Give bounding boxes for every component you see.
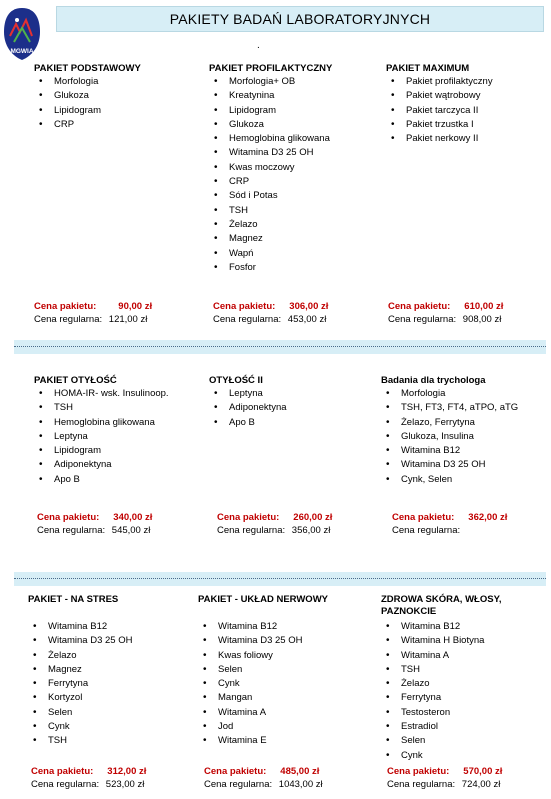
list-item: • TSH, FT3, FT4, aTPO, aTG — [381, 401, 518, 415]
price-label: Cena pakietu: — [387, 766, 450, 777]
regular-value: 545,00 zł — [111, 525, 151, 536]
list-item: • Witamina B12 — [28, 620, 132, 634]
list-item: • TSH — [381, 663, 531, 677]
list-item: • Fosfor — [209, 261, 332, 275]
list-item: • Glukoza — [209, 118, 332, 132]
package-heading: PAKIET - UKŁAD NERWOWY — [198, 594, 329, 605]
price-label: Cena pakietu: — [213, 301, 276, 312]
package-items — [34, 75, 141, 132]
list-item: • Witamina D3 25 OH — [28, 634, 132, 648]
price-block — [213, 300, 328, 326]
list-item: • Cynk, Selen — [381, 473, 518, 487]
price-block — [387, 765, 502, 791]
list-item: • Kortyzol — [28, 691, 132, 705]
package-items — [381, 387, 518, 487]
list-item: • Hemoglobina glikowana — [209, 132, 332, 146]
list-item: • Witamina A — [381, 649, 531, 663]
list-item: • Glukoza, Insulina — [381, 430, 518, 444]
package-items — [209, 75, 332, 275]
package-items — [198, 620, 328, 749]
package-maximum — [386, 63, 493, 146]
regular-value: 121,00 zł — [108, 314, 148, 325]
list-item: • Pakiet wątrobowy — [386, 89, 493, 103]
list-item: • Ferrytyna — [28, 677, 132, 691]
regular-label: Cena regularna: — [204, 779, 273, 790]
package-items — [381, 620, 531, 763]
list-item: • HOMA-IR- wsk. Insulinoop. — [34, 387, 169, 401]
regular-label: Cena regularna: — [37, 525, 106, 536]
price-value: 610,00 zł — [464, 301, 504, 312]
package-trichologist — [381, 375, 518, 487]
list-item: • Żelazo — [209, 218, 332, 232]
package-nervous-system — [198, 594, 328, 749]
price-block — [388, 300, 503, 326]
separator — [14, 572, 546, 586]
package-prophylactic — [209, 63, 332, 275]
dot: . — [257, 40, 260, 51]
list-item: • Estradiol — [381, 720, 531, 734]
price-label: Cena pakietu: — [217, 512, 280, 523]
list-item: • Witamina B12 — [381, 444, 518, 458]
list-item: • Cynk — [28, 720, 132, 734]
package-heading: ZDROWA SKÓRA, WŁOSY, PAZNOKCIE — [381, 594, 502, 617]
list-item: • Apo B — [209, 416, 287, 430]
package-heading: PAKIET - NA STRES — [28, 594, 119, 605]
package-items — [34, 387, 169, 487]
package-items — [386, 75, 493, 146]
list-item: • Mangan — [198, 691, 328, 705]
price-block — [37, 511, 152, 537]
price-value: 312,00 zł — [107, 766, 147, 777]
price-value: 570,00 zł — [463, 766, 503, 777]
list-item: • Witamina H Biotyna — [381, 634, 531, 648]
list-item: • Żelazo, Ferrytyna — [381, 416, 518, 430]
regular-value: 453,00 zł — [287, 314, 327, 325]
list-item: • Testosteron — [381, 706, 531, 720]
list-item: • Selen — [198, 663, 328, 677]
list-item: • Witamina D3 25 OH — [209, 146, 332, 160]
price-value: 306,00 zł — [289, 301, 329, 312]
list-item: • Witamina B12 — [381, 620, 531, 634]
list-item: • Lipidogram — [209, 104, 332, 118]
price-value: 90,00 zł — [118, 301, 153, 312]
package-heading: Badania dla trychologa — [381, 375, 486, 386]
price-block — [204, 765, 323, 791]
price-value: 260,00 zł — [293, 512, 333, 523]
price-label: Cena pakietu: — [34, 301, 97, 312]
regular-label: Cena regularna: — [388, 314, 457, 325]
list-item: • Glukoza — [34, 89, 141, 103]
page-title: PAKIETY BADAŃ LABORATORYJNYCH — [56, 6, 544, 32]
list-item: • Jod — [198, 720, 328, 734]
list-item: • CRP — [209, 175, 332, 189]
list-item: • CRP — [34, 118, 141, 132]
list-item: • Magnez — [28, 663, 132, 677]
regular-value: 356,00 zł — [291, 525, 331, 536]
price-label: Cena pakietu: — [388, 301, 451, 312]
package-heading: PAKIET MAXIMUM — [386, 63, 470, 74]
price-block — [217, 511, 332, 537]
regular-label: Cena regularna: — [31, 779, 100, 790]
regular-label: Cena regularna: — [213, 314, 282, 325]
package-heading: OTYŁOŚĆ II — [209, 375, 263, 386]
list-item: • Kreatynina — [209, 89, 332, 103]
logo — [2, 6, 42, 62]
regular-label: Cena regularna: — [392, 525, 461, 536]
list-item: • Witamina D3 25 OH — [198, 634, 328, 648]
list-item: • Lipidogram — [34, 444, 169, 458]
regular-value: 523,00 zł — [105, 779, 145, 790]
package-obesity-2 — [209, 375, 287, 430]
list-item: • Pakiet nerkowy II — [386, 132, 493, 146]
package-skin-hair-nails — [381, 594, 531, 763]
list-item: • Kwas moczowy — [209, 161, 332, 175]
package-items — [209, 387, 287, 430]
list-item: • Apo B — [34, 473, 169, 487]
list-item: • Morfologia — [34, 75, 141, 89]
list-item: • Adiponektyna — [209, 401, 287, 415]
list-item: • TSH — [209, 204, 332, 218]
list-item: • Żelazo — [28, 649, 132, 663]
price-label: Cena pakietu: — [37, 512, 100, 523]
list-item: • Sód i Potas — [209, 189, 332, 203]
price-block — [31, 765, 146, 791]
package-heading: PAKIET PROFILAKTYCZNY — [209, 63, 333, 74]
regular-label: Cena regularna: — [387, 779, 456, 790]
list-item: • Cynk — [381, 749, 531, 763]
package-obesity — [34, 375, 169, 487]
list-item: • Morfologia — [381, 387, 518, 401]
list-item: • Witamina A — [198, 706, 328, 720]
regular-value: 724,00 zł — [461, 779, 501, 790]
list-item: • Witamina B12 — [198, 620, 328, 634]
price-value: 485,00 zł — [280, 766, 320, 777]
price-value: 340,00 zł — [113, 512, 153, 523]
list-item: • Magnez — [209, 232, 332, 246]
separator — [14, 340, 546, 354]
list-item: • Leptyna — [34, 430, 169, 444]
package-heading: PAKIET PODSTAWOWY — [34, 63, 141, 74]
list-item: • Adiponektyna — [34, 458, 169, 472]
list-item: • Selen — [28, 706, 132, 720]
list-item: • Żelazo — [381, 677, 531, 691]
list-item: • Pakiet profilaktyczny — [386, 75, 493, 89]
package-items — [28, 620, 132, 749]
list-item: • Ferrytyna — [381, 691, 531, 705]
list-item: • Hemoglobina glikowana — [34, 416, 169, 430]
price-block — [392, 511, 507, 537]
price-block — [34, 300, 152, 326]
price-label: Cena pakietu: — [204, 766, 267, 777]
list-item: • Pakiet tarczyca II — [386, 104, 493, 118]
list-item: • Morfologia+ OB — [209, 75, 332, 89]
regular-label: Cena regularna: — [217, 525, 286, 536]
list-item: • TSH — [34, 401, 169, 415]
list-item: • Witamina E — [198, 734, 328, 748]
list-item: • TSH — [28, 734, 132, 748]
package-basic — [34, 63, 141, 132]
regular-label: Cena regularna: — [34, 314, 103, 325]
list-item: • Wapń — [209, 247, 332, 261]
list-item: • Leptyna — [209, 387, 287, 401]
list-item: • Witamina D3 25 OH — [381, 458, 518, 472]
regular-value: 1043,00 zł — [278, 779, 323, 790]
regular-value: 908,00 zł — [462, 314, 502, 325]
package-stress — [28, 594, 132, 749]
price-label: Cena pakietu: — [31, 766, 94, 777]
logo-text: MGWIA — [10, 48, 34, 55]
list-item: • Cynk — [198, 677, 328, 691]
list-item: • Lipidogram — [34, 104, 141, 118]
list-item: • Selen — [381, 734, 531, 748]
list-item: • Kwas foliowy — [198, 649, 328, 663]
list-item: • Pakiet trzustka I — [386, 118, 493, 132]
price-label: Cena pakietu: — [392, 512, 455, 523]
price-value: 362,00 zł — [468, 512, 508, 523]
package-heading: PAKIET OTYŁOŚĆ — [34, 375, 117, 386]
